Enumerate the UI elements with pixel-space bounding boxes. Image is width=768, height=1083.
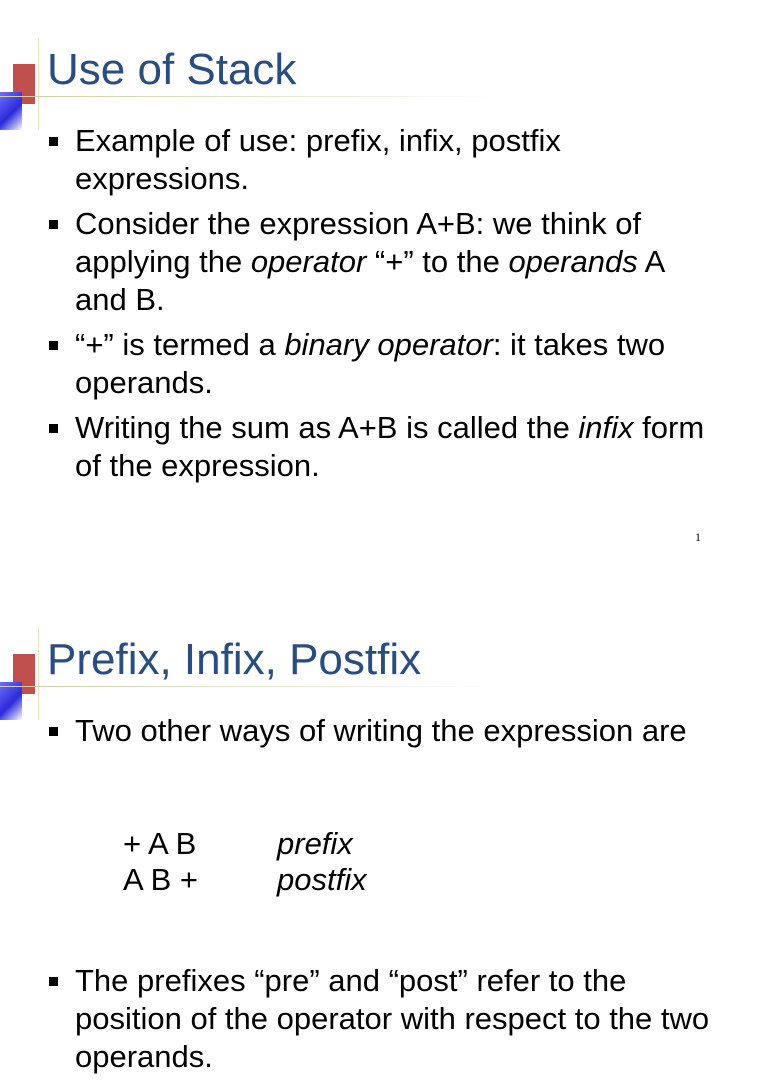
slide-decoration — [0, 590, 50, 700]
square-bullet-icon — [49, 341, 58, 350]
emphasis-text: infix — [578, 410, 634, 445]
bullet-text: A and B. — [75, 244, 664, 317]
square-bullet-icon — [49, 137, 58, 146]
bullet-item — [0, 326, 768, 402]
slide-title: Prefix, Infix, Postfix — [47, 635, 422, 684]
bullet-text: Consider the expression A+B: we think of applying the — [75, 206, 642, 279]
bullet-text: Two other ways of writing the expression are — [75, 713, 687, 748]
expression-row — [123, 826, 367, 862]
bullet-text: Example of use: prefix, infix, postfix expressions. — [75, 123, 561, 196]
expression-kind: postfix — [277, 862, 367, 897]
bullet-item — [0, 712, 768, 750]
bullet-list — [0, 122, 768, 492]
emphasis-text: binary operator — [284, 327, 493, 362]
bullet-item — [0, 205, 768, 319]
bullet-text: Writing the sum as A+B is called the — [75, 410, 579, 445]
square-bullet-icon — [49, 220, 58, 229]
square-bullet-icon — [49, 424, 58, 433]
expression-row — [123, 862, 367, 898]
expression-table — [123, 826, 367, 898]
bullet-text: : it takes two operands. — [75, 327, 666, 400]
bullet-text: “+” to the — [366, 244, 509, 279]
slide-prefix-infix-postfix — [0, 590, 768, 1074]
bullet-text: “+” is termed a — [75, 327, 285, 362]
bullet-list — [0, 712, 768, 757]
bullet-item — [0, 409, 768, 485]
bullet-text: The prefixes “pre” and “post” refer to the position of the operator with respect to the two operands. — [75, 963, 710, 1074]
page-number: 1 — [695, 530, 701, 544]
expression: A B + — [123, 862, 198, 897]
emphasis-text: operator — [250, 244, 367, 279]
bullet-item — [0, 962, 768, 1076]
expression-kind: prefix — [277, 826, 353, 861]
bullet-text: form of the expression. — [75, 410, 705, 483]
slide-decoration — [0, 0, 50, 110]
slide-title: Use of Stack — [47, 45, 297, 94]
expression: + A B — [123, 826, 197, 861]
emphasis-text: operands — [508, 244, 638, 279]
bullet-item — [0, 122, 768, 198]
bullet-list — [0, 962, 768, 1083]
square-bullet-icon — [49, 727, 58, 736]
square-bullet-icon — [49, 977, 58, 986]
